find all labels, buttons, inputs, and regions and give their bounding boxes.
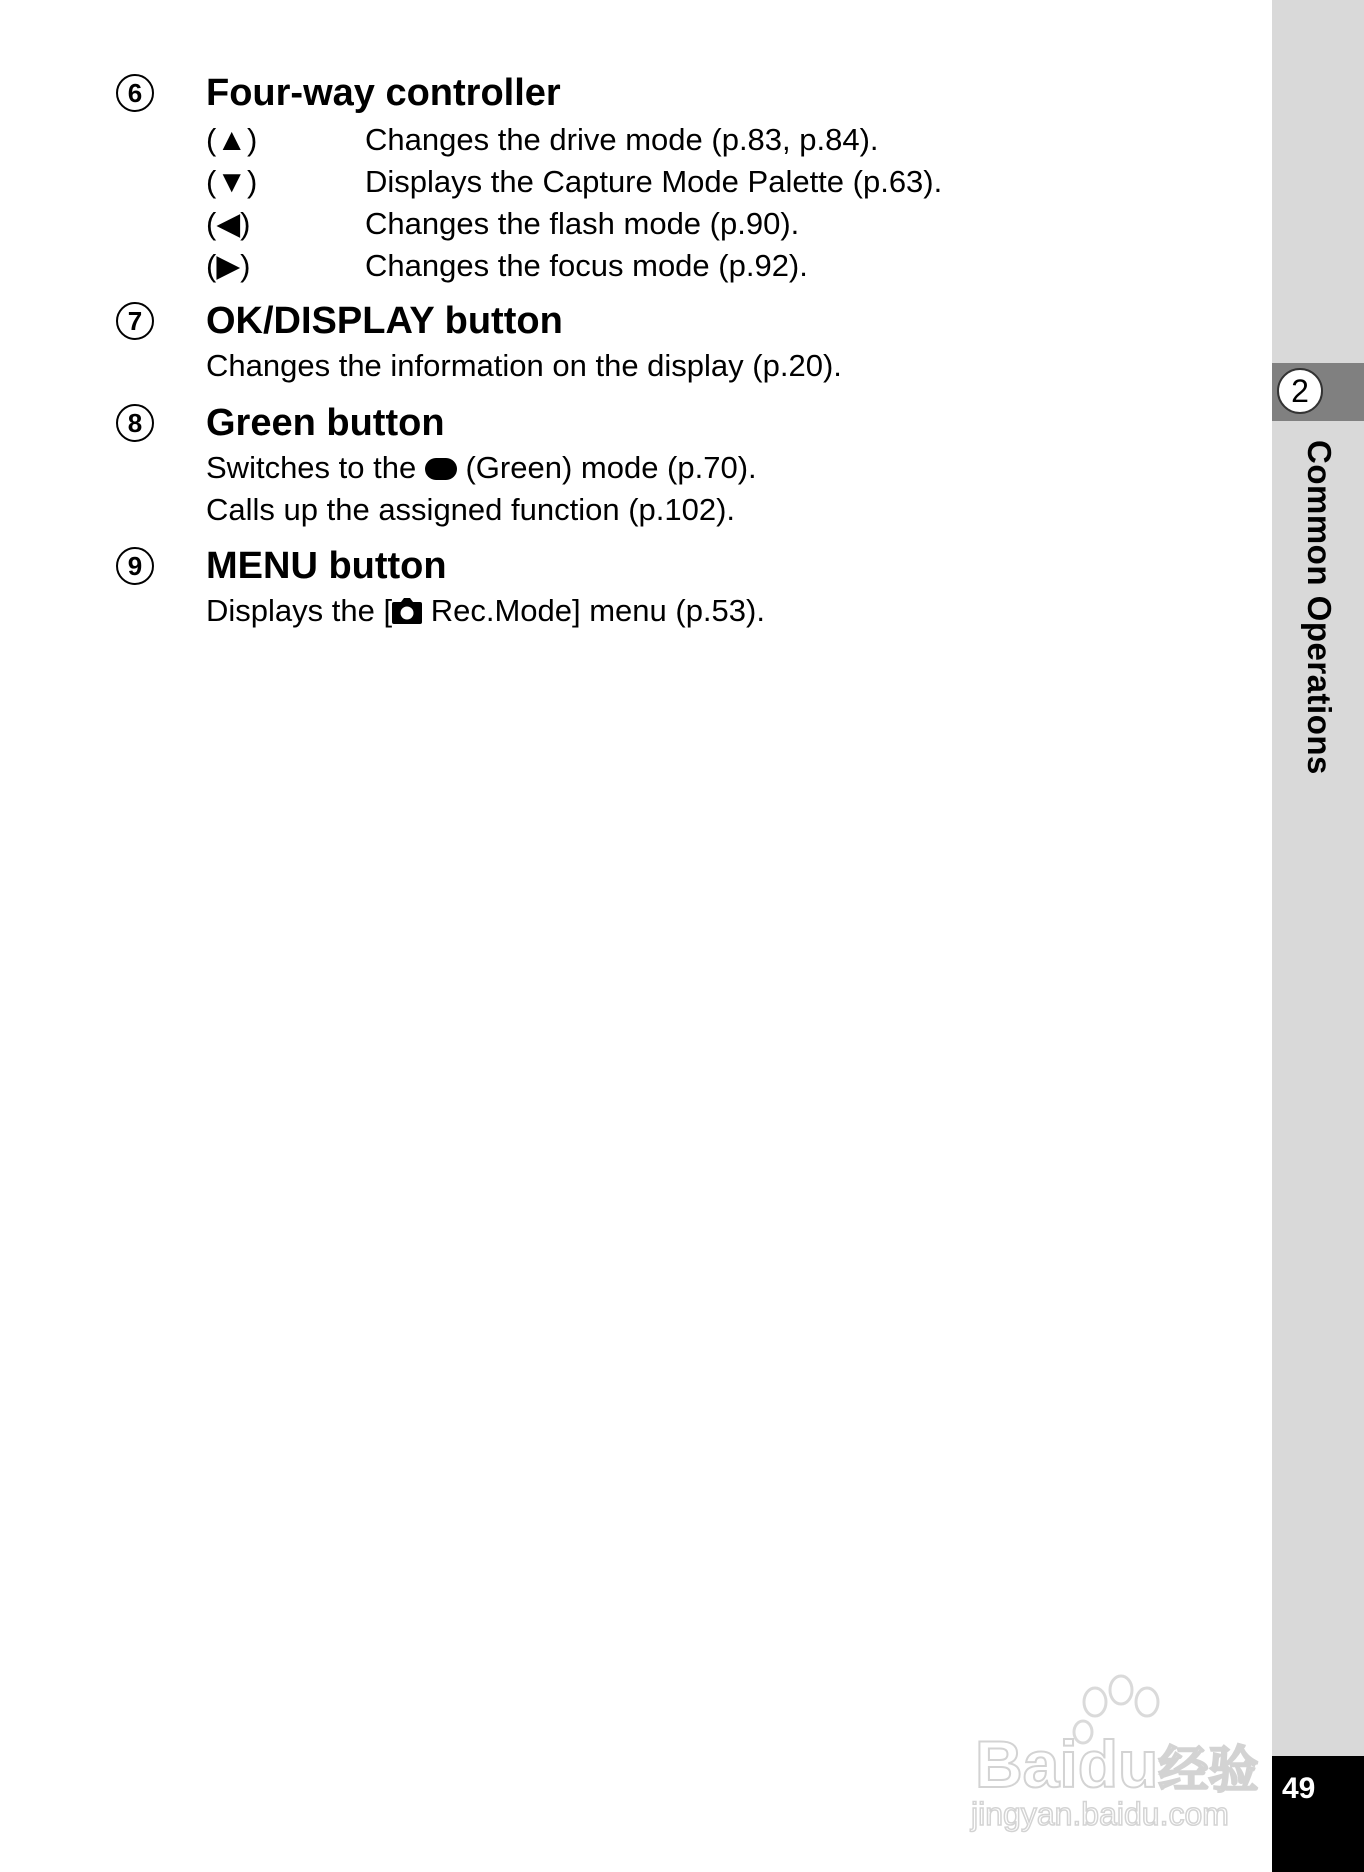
key-right-desc: Changes the focus mode (p.92). bbox=[365, 248, 808, 283]
chapter-number: 2 bbox=[1277, 368, 1323, 414]
green-line-1 bbox=[206, 450, 757, 486]
key-down-desc: Displays the Capture Mode Palette (p.63). bbox=[365, 164, 943, 199]
baidu-watermark bbox=[965, 1668, 1275, 1832]
watermark-url: jingyan.baidu.com bbox=[971, 1796, 1229, 1832]
green-mode-icon bbox=[425, 458, 457, 480]
menu-line bbox=[206, 593, 765, 632]
section-green-button bbox=[116, 402, 1216, 532]
chapter-title: Common Operations bbox=[1301, 440, 1338, 775]
item-number-8: 8 bbox=[116, 404, 154, 442]
item-number-7: 7 bbox=[116, 302, 154, 340]
menu-line-post: Rec.Mode] menu (p.53). bbox=[430, 593, 765, 628]
key-left-desc: Changes the flash mode (p.90). bbox=[365, 206, 800, 241]
green-line-1-pre: Switches to the bbox=[206, 450, 417, 485]
green-line-2: Calls up the assigned function (p.102). bbox=[206, 492, 736, 527]
item-number-9: 9 bbox=[116, 547, 154, 585]
key-right: (▶) bbox=[206, 248, 251, 283]
camera-icon bbox=[392, 596, 422, 632]
section-title: OK/DISPLAY button bbox=[206, 300, 563, 342]
watermark-cn: 经验 bbox=[1158, 1742, 1259, 1798]
watermark-brand2: du bbox=[1077, 1727, 1159, 1801]
key-left: (◀) bbox=[206, 206, 251, 241]
key-up: (▲) bbox=[206, 122, 258, 157]
chapter-sidebar bbox=[1272, 0, 1364, 1872]
key-up-desc: Changes the drive mode (p.83, p.84). bbox=[365, 122, 879, 157]
section-title: MENU button bbox=[206, 545, 447, 587]
section-title: Four-way controller bbox=[206, 72, 561, 114]
section-title: Green button bbox=[206, 402, 445, 444]
menu-line-pre: Displays the [ bbox=[206, 593, 393, 628]
page-number: 49 bbox=[1282, 1772, 1316, 1805]
green-line-1-post: (Green) mode (p.70). bbox=[465, 450, 757, 485]
item-number-6: 6 bbox=[116, 74, 154, 112]
section-ok-display bbox=[116, 300, 1216, 390]
section-line: Changes the information on the display (p.20). bbox=[206, 348, 842, 383]
section-menu-button bbox=[116, 545, 1216, 635]
section-four-way-controller bbox=[116, 72, 1216, 292]
key-down: (▼) bbox=[206, 164, 258, 199]
watermark-brand: Bai bbox=[975, 1727, 1078, 1801]
